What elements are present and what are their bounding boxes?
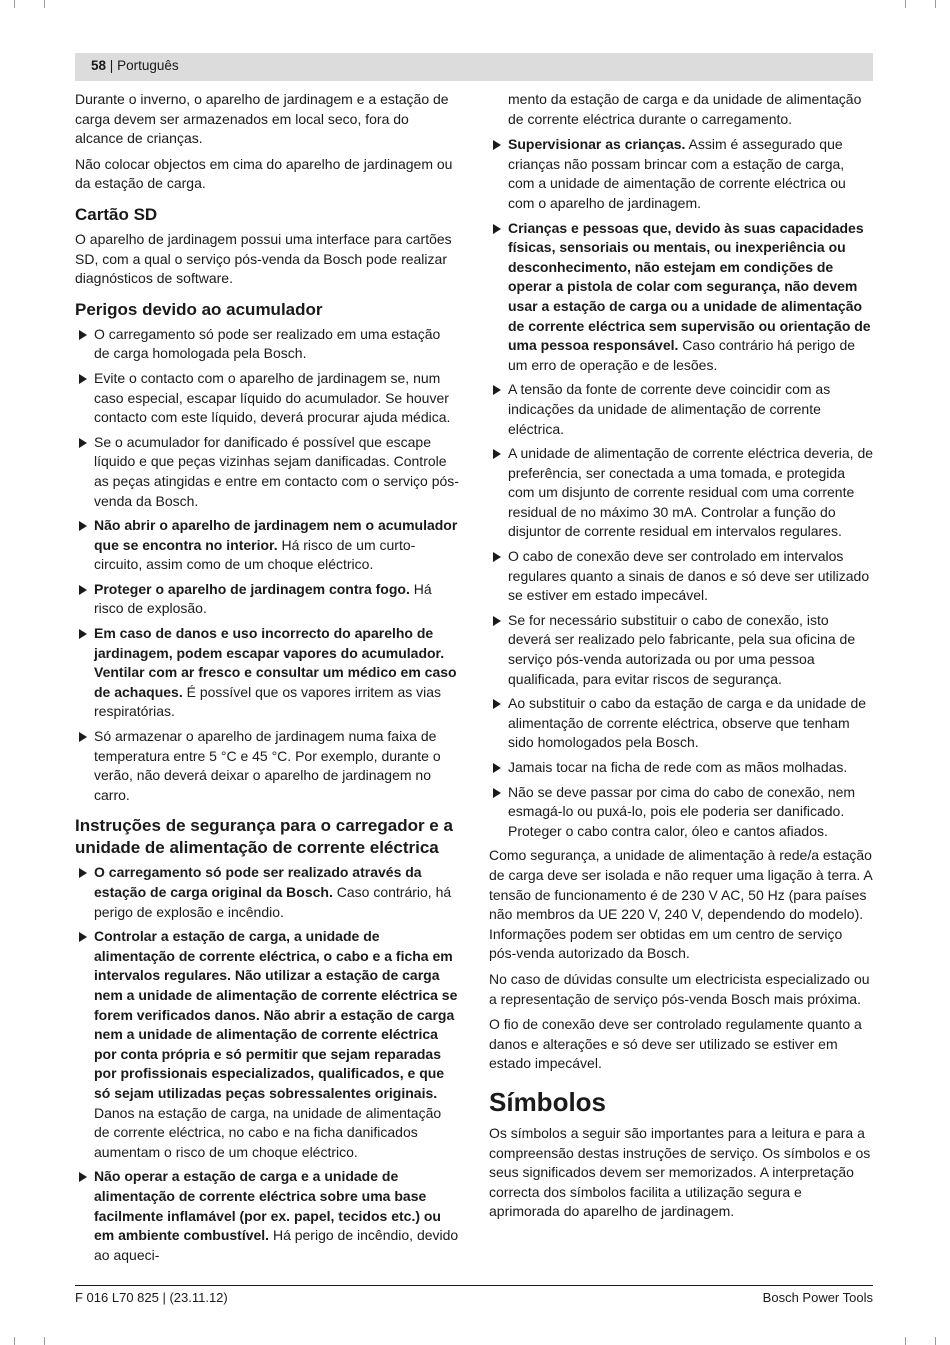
paragraph-doubts: No caso de dúvidas consulte um electricista especializado ou a representação de serviço pós-venda Bosch mais próxima. bbox=[489, 970, 870, 1007]
bullet-item bbox=[489, 758, 873, 778]
footer-rule bbox=[75, 1285, 873, 1286]
bullet-bold: Supervisionar as crianças. bbox=[508, 136, 686, 153]
bullet-text: A unidade de alimentação de corrente eléctrica deveria, de preferência, ser conectada a uma tomada, e protegida com um disjunto de corrente residual com uma corrente residual de no máximo 30 mA. Controlar a função do disjuntor de corrente residual em intervalos regulares. bbox=[508, 445, 874, 540]
bullet-bold: Não abrir o aparelho de jardinagem nem o acumulador que se encontra no interior. bbox=[94, 517, 458, 553]
bullet-item bbox=[75, 369, 459, 428]
crop-mark bbox=[935, 1337, 936, 1345]
bullet-text: Não se deve passar por cima do cabo de conexão, nem esmagá-lo ou puxá-lo, pois ele poderia ser danificado. Proteger o cabo contra calor, óleo e cantos afiados. bbox=[508, 783, 856, 839]
right-column bbox=[489, 90, 873, 1228]
bullet-bold: O carregamento só pode ser realizado através da estação de carga original da Bosch. bbox=[94, 864, 422, 900]
bullet-item bbox=[75, 727, 459, 805]
heading-charger-safety: Instruções de segurança para o carregador e a unidade de alimentação de corrente eléctrica bbox=[75, 816, 453, 858]
bullet-bold: Não operar a estação de carga e a unidade de alimentação de corrente eléctrica sobre uma base facilmente inflamável (por ex. papel, tecidos etc.) ou em ambiente combustível. bbox=[94, 1168, 441, 1244]
paragraph-sd-card: O aparelho de jardinagem possui uma interface para cartões SD, com a qual o serviço pós-venda da Bosch pode realizar diagnósticos de software. bbox=[75, 230, 452, 287]
crop-mark bbox=[935, 0, 936, 8]
bullet-item bbox=[489, 380, 873, 439]
bullet-text: Assim é assegurado que crianças não possam brincar com a estação de carga, com a unidade de aimentação de corrente eléctrica ou com o aparelho de jardinagem. bbox=[508, 136, 846, 211]
bullet-item bbox=[75, 1167, 459, 1265]
paragraph-no-objects: Não colocar objectos em cima do aparelho de jardinagem ou da estação de carga. bbox=[75, 155, 453, 192]
page-header bbox=[75, 53, 873, 81]
footer-brand: Bosch Power Tools bbox=[762, 1290, 873, 1305]
paragraph-cable-check: O fio de conexão deve ser controlado regulamente quanto a danos e alterações e só deve ser utilizado se estiver em estado impecável. bbox=[489, 1016, 862, 1072]
paragraph-symbols: Os símbolos a seguir são importantes para a leitura e para a compreensão destas instruções de serviço. Os símbolos e os seus significados devem ser memorizados. A interpretação correcta dos símbolos facilita a utilização segura e aprimorada do aparelho de jardinagem. bbox=[489, 1124, 871, 1220]
bullet-item bbox=[489, 135, 873, 213]
heading-battery-dangers: Perigos devido ao acumulador bbox=[75, 299, 323, 319]
bullet-item bbox=[75, 516, 459, 575]
bullet-item bbox=[75, 624, 459, 722]
bullet-item bbox=[75, 580, 459, 619]
crop-mark bbox=[44, 0, 45, 8]
bullet-item bbox=[489, 444, 873, 542]
bullet-text: Danos na estação de carga, na unidade de alimentação de corrente eléctrica, no cabo e na ficha danificados aumentam o risco de um choque eléctrico. bbox=[94, 1104, 442, 1160]
bullet-text: O cabo de conexão deve ser controlado em intervalos regulares quanto a sinais de danos e só deve ser utilizado se estiver em estado impecável. bbox=[508, 548, 870, 604]
bullet-text: Caso contrário, há perigo de explosão e incêndio. bbox=[94, 884, 452, 920]
crop-mark bbox=[905, 1337, 906, 1345]
bullet-item bbox=[489, 611, 873, 689]
page-number: 58 bbox=[91, 58, 107, 73]
bullet-text: É possível que os vapores irritem as vias respiratórias. bbox=[94, 683, 442, 720]
bullet-text: Se for necessário substituir o cabo de conexão, isto deverá ser realizado pelo fabricante, pela sua oficina de serviço pós-venda autorizada ou por uma pessoa qualificada, para evitar riscos de segurança. bbox=[508, 611, 856, 687]
footer-doc-code: F 016 L70 825 | (23.11.12) bbox=[75, 1290, 228, 1305]
header-language: Português bbox=[117, 58, 179, 73]
paragraph-continuation: mento da estação de carga e da unidade de alimentação de corrente eléctrica durante o carregamento. bbox=[508, 91, 862, 127]
bullet-item bbox=[75, 927, 459, 1162]
bullet-item bbox=[75, 863, 459, 922]
bullet-text: Caso contrário há perigo de um erro de operação e de lesões. bbox=[508, 337, 856, 373]
paragraph-winter-storage: Durante o inverno, o aparelho de jardinagem e a estação de carga devem ser armazenados em local seco, fora do alcance de crianças. bbox=[75, 91, 449, 147]
heading-symbols: Símbolos bbox=[489, 1086, 607, 1117]
crop-mark bbox=[14, 1337, 15, 1345]
bullet-bold: Controlar a estação de carga, a unidade de alimentação de corrente eléctrica, o cabo e a ficha em intervalos regulares. Não utilizar a estação de carga nem a unidade de alimentação de corrente eléctrica se forem verificados danos. Não abrir a estação de carga nem a unidade de alimentação de corrente eléctrica por conta própria e só permitir que sejam reparadas por profissionais especializados, qualificados, e que só sejam utilizadas peças sobressalentes originais. bbox=[94, 928, 458, 1101]
crop-mark bbox=[44, 1337, 45, 1345]
bullet-text: Jamais tocar na ficha de rede com as mãos molhadas. bbox=[508, 759, 848, 775]
bullet-text: A tensão da fonte de corrente deve coincidir com as indicações da unidade de alimentação de corrente eléctrica. bbox=[508, 381, 831, 437]
crop-mark bbox=[14, 0, 15, 8]
bullet-text: O carregamento só pode ser realizado em uma estação de carga homologada pela Bosch. bbox=[94, 325, 441, 362]
bullet-bold: Crianças e pessoas que, devido às suas capacidades físicas, sensoriais ou mentais, ou inexperiência ou desconhecimento, não estejam em condições de operar a pistola de colar com segurança, não devem usar a estação de carga ou a unidade de alimentação de corrente eléctrica sem supervisão ou orientação de uma pessoa responsável. bbox=[508, 219, 871, 354]
bullet-text: Se o acumulador for danificado é possível que escape líquido e que peças vizinhas sejam danificadas. Controle as peças atingidas e entre em contacto com o serviço pós-venda da Bosch. bbox=[94, 433, 459, 509]
bullet-text: Há risco de um curto-circuito, assim como de um choque eléctrico. bbox=[94, 536, 416, 573]
bullet-item bbox=[489, 547, 873, 606]
bullet-text: Evite o contacto com o aparelho de jardinagem se, num caso especial, escapar líquido do acumulador. Se houver contacto com este líquido, deverá procurar ajuda médica. bbox=[94, 369, 451, 426]
header-text bbox=[91, 58, 179, 73]
bullet-bold: Em caso de danos e uso incorrecto do aparelho de jardinagem, podem escapar vapores do acumulador. Ventilar com ar fresco e consultar um médico em caso de achaques. bbox=[94, 625, 457, 700]
bullet-bold: Proteger o aparelho de jardinagem contra fogo. bbox=[94, 580, 410, 597]
header-separator: | bbox=[109, 58, 114, 73]
paragraph-isolation: Como segurança, a unidade de alimentação à rede/a estação de carga deve ser isolada e não requer uma ligação à terra. A tensão de funcionamento é de 230 V AC, 50 Hz (para países não membros da UE 220 V, 240 V, dependendo do modelo). Informações podem ser obtidas em um centro de serviço pós-venda autorizado da Bosch. bbox=[489, 847, 872, 962]
bullet-text: Só armazenar o aparelho de jardinagem numa faixa de temperatura entre 5 °C e 45 °C. Por exemplo, durante o verão, não deverá deixar o aparelho de jardinagem no carro. bbox=[94, 728, 441, 803]
bullet-item bbox=[489, 783, 873, 842]
bullet-text: Ao substituir o cabo da estação de carga e da unidade de alimentação de corrente eléctrica, observe que tenham sido homologados pela Bosch. bbox=[508, 695, 867, 751]
bullet-item bbox=[75, 325, 459, 364]
heading-sd-card: Cartão SD bbox=[75, 204, 158, 224]
bullet-text: Há perigo de incêndio, devido ao aqueci- bbox=[94, 1227, 459, 1263]
bullet-item bbox=[489, 694, 873, 753]
left-column bbox=[75, 90, 459, 1270]
bullet-text: Há risco de explosão. bbox=[94, 580, 432, 617]
crop-mark bbox=[905, 0, 906, 8]
bullet-item bbox=[75, 433, 459, 511]
bullet-item bbox=[489, 219, 873, 376]
